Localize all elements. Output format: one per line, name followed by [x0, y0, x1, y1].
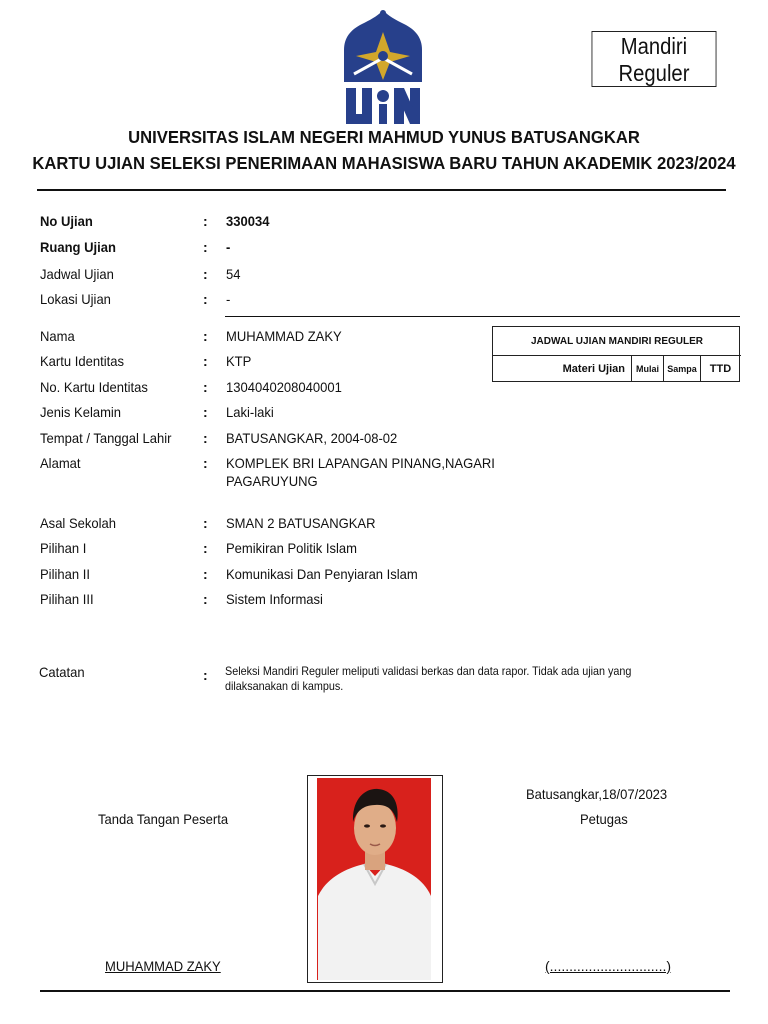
schedule-col-ttd: TTD [700, 356, 740, 382]
selection-type-badge [592, 31, 717, 87]
university-logo-icon [340, 8, 426, 126]
participant-photo [307, 775, 443, 983]
note-colon: : [203, 667, 208, 683]
badge-line-1: Mandiri [620, 33, 688, 59]
field-alamat-line-2: PAGARUYUNG [226, 473, 318, 489]
exam-schedule-table [492, 326, 740, 382]
participant-signature-name: MUHAMMAD ZAKY [105, 958, 221, 974]
officer-signature-blank: (..............................) [545, 958, 672, 974]
header-divider [37, 189, 726, 191]
schedule-col-sampai: Sampa [663, 356, 700, 382]
participant-portrait-icon [308, 776, 442, 982]
note-text: Seleksi Mandiri Reguler meliputi validasi berkas dan data rapor. Tidak ada ujian yang dilaksanakan di kampus. [225, 664, 632, 693]
card-title: KARTU UJIAN SELEKSI PENERIMAAN MAHASISWA BARU TAHUN AKADEMIK 2023/2024 [32, 153, 736, 173]
schedule-col-mulai: Mulai [631, 356, 663, 382]
schedule-title: JADWAL UJIAN MANDIRI REGULER [493, 327, 741, 356]
university-name: UNIVERSITAS ISLAM NEGERI MAHMUD YUNUS BATUSANGKAR [128, 127, 640, 147]
footer-divider [40, 990, 730, 992]
place-date: Batusangkar,18/07/2023 [526, 786, 668, 802]
schedule-col-materi: Materi Ujian [562, 363, 625, 375]
note-label: Catatan [39, 664, 85, 680]
officer-label: Petugas [580, 811, 628, 827]
participant-signature-label: Tanda Tangan Peserta [98, 811, 229, 827]
section-divider [225, 316, 740, 317]
badge-line-2: Reguler [618, 60, 690, 86]
